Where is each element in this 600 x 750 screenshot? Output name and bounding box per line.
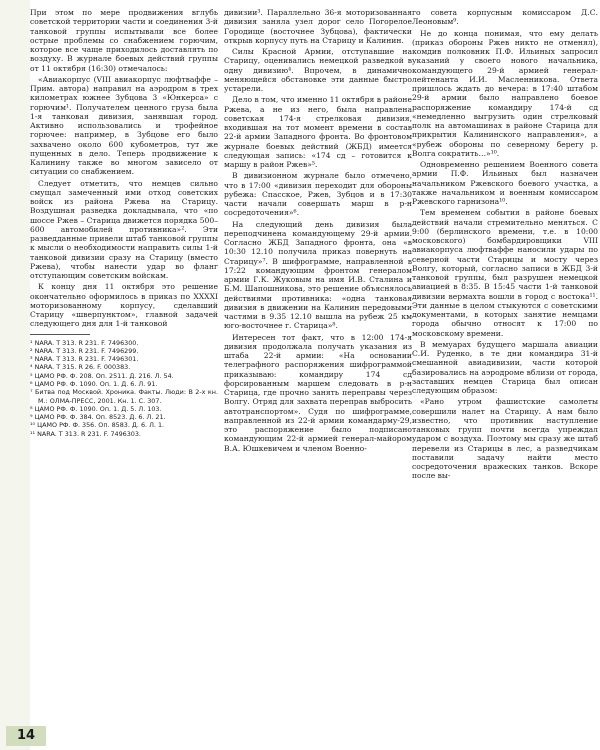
paragraph: го совета корпусным комиссаром Д.С. Леоновым⁹. xyxy=(412,8,598,27)
paragraph: дивизии³. Параллельно 36-я моторизованная дивизия заняла узел дорог село Погорелое Городище (восточнее Зубцова), фактически открыв корпусу путь на Старицу и Калинин. xyxy=(224,8,412,45)
footnote: ⁹ ЦАМО РФ. Ф. 384. Оп. 8523. Д. 6. Л. 21. xyxy=(30,413,166,422)
footnote: ³ NARA. T 313. R 231. F. 7496301. xyxy=(30,355,139,364)
footnote-divider xyxy=(30,334,90,335)
paragraph: Одновременно решением Военного совета армии П.Ф. Ильиных был назначен начальником Ржевского боевого участка, а также начальником и военным комиссаром Ржевского гарнизона¹⁰. xyxy=(412,160,598,206)
footnote: ¹⁰ ЦАМО РФ. Ф. 356. Оп. 8583. Д. 6. Л. 1. xyxy=(30,421,165,430)
paragraph: Силы Красной Армии, отступавшие на Старицу, оценивались немецкой разведкой в одну дивизию⁴. Впрочем, в динамично меняющейся обстановке эти данные быстро устарели. xyxy=(224,47,412,93)
footnote: ⁵ ЦАМО РФ. Ф. 208. Оп. 2511. Д. 216. Л. 54. xyxy=(30,371,174,380)
footnote: ⁸ ЦАМО РФ. Ф. 1090. Оп. 1. Д. 5. Л. 103. xyxy=(30,404,162,413)
paragraph: «Авиакорпус (VIII авиакорпус люфтваффе – Прим. автора) направил на аэродром в трех километрах южнее Зубцова 3 «Юнкерса» с горючим¹. Получателем ценного груза была 1-я танковая дивизия, занявшая город. Активно использовались и трофейное горючее: например, в Зубцове его было захвачено около 600 кубометров, тут же пущенных в дело. Теперь продвижение к Калинину также во многом зависело от ситуации со снабжением. xyxy=(30,74,218,177)
paragraph: Тем временем события в районе боевых действий начали стремительно меняться. С 9:00 (берлинского времени, т.е. в 10:00 московского) бомбардировщики VIII авиакорпуса люфтваффе наносили удары по северной части Старицы и мосту через Волгу, который, согласно записи в ЖБД 3-й танковой группы, был разрушен немецкой авиацией в 8:35. В 15:45 части 1-й танковой дивизии вермахта вошли в город с востока¹¹. Эти данные в целом стыкуются с советскими документами, в которых занятие немцами города обычно относят к 17:00 по московскому времени. xyxy=(412,208,598,338)
text-column-3 xyxy=(412,8,598,726)
text-column-2 xyxy=(224,8,412,726)
paragraph: Следует отметить, что немцев сильно смущал замеченный ими отход советских войск из района Ржева на Старицу. Воздушная разведка докладывала, что «по шоссе Ржев – Старица движется порядка 500–600 автомобилей противника»². Эти разведданные привели штаб танковой группы к мысли о необходимости направить силы 1-й танковой дивизии сразу на Старицу (вместо Ржева), чтобы нанести удар во фланг отступающим советским войскам. xyxy=(30,178,218,280)
paragraph: В дивизионном журнале было отмечено, что в 17:00 «дивизия переходит для обороны рубежа: Спасское, Ржев, Зубцов и в 17:30 части начали совершать марш в р-н сосредоточения»⁶. xyxy=(224,171,412,218)
footnote: ⁷ Битва под Москвой. Хроника. Факты. Люди: В 2-х кн. М.: ОЛМА-ПРЕСС, 2001. Кн. 1. С. 307. xyxy=(30,388,218,405)
footnote: ¹ NARA. T 313. R 231. F. 7496300. xyxy=(30,338,139,347)
paragraph: На следующий день дивизия была переподчинена командующему 29-й армии. Согласно ЖБД Западного фронта, она «в 10:30 12.10 получила приказ повернуть на Старицу»⁷. В шифрограмме, направленной в 17:22 командующим фронтом генералом армии Г.К. Жуковым на имя И.В. Сталина и Б.М. Шапошникова, это решение объяснялось действиями противника: «одна танковая дивизия в движении на Калинин передовыми частями в 9.35 12.10 вышла на рубеж 25 км юго-восточнее г. Старица»⁸. xyxy=(224,219,412,331)
paragraph: В мемуарах будущего маршала авиации С.И. Руденко, в те дни командира 31-й смешанной авиадивизии, части которой базировались на аэродроме вблизи от города, заставших немцев Старица был описан следующим образом: xyxy=(412,339,598,395)
paragraph: При этом по мере продвижения вглубь советской территории части и соединения 3-й танковой группы испытывали все более острые проблемы со снабжением горючим, которое все чаще приходилось доставлять по воздуху. В журнале боевых действий группы от 11 октября (16:30) отмечалось: xyxy=(30,8,218,73)
footnote: ⁶ ЦАМО РФ. Ф. 1090. Оп. 1. Д. 6. Л. 91. xyxy=(30,379,158,388)
text-column-1 xyxy=(30,8,218,726)
page-number: 14 xyxy=(6,726,46,746)
paragraph: К концу дня 11 октября это решение окончательно оформилось в приказ по XXXXI моторизованному корпусу, сделавший Старицу «шверпунктом», главной задачей следующего дня для 1-й танковой xyxy=(30,282,218,329)
footnote: ⁴ NARA. T 315. R 26. F. 000383. xyxy=(30,363,131,372)
paragraph: Дело в том, что именно 11 октября в районе Ржева, а не из него, была направлена советская 174-я стрелковая дивизия, входившая на тот момент времени в состав 22-й армии Западного фронта. Во фронтовом журнале боевых действий (ЖБД) имеется следующая запись: «174 сд – готовится к маршу в район Ржев»⁵. xyxy=(224,95,412,169)
paragraph: Не до конца понимая, что ему делать (приказ обороны Ржев никто не отменял), комдив полковник П.Ф. Ильиных запросил указаний у своего нового начальника, командующего 29-й армией генерал-лейтенанта И.И. Масленникова. Ответа пришлось ждать до вечера: в 17:40 штабом 29-й армии было направлено боевое распоряжение командиру 174-й сд «немедленно выгрузить один стрелковый полк на автомашинах в районе Старица для прикрытия Калининского направления», а «рубеж обороны по северному берегу р. Волга сократить…»¹⁰. xyxy=(412,28,598,158)
paragraph: Интересен тот факт, что в 12:00 174-я дивизия продолжала получать указания из штаба 22-й армии: «На основании телеграфного распоряжения шифрограммой приказываю: командиру 174 сд форсированным маршем следовать в р-н Старица, где прочно занять переправы через Волгу. Отряд для захвата переправ выбросить автотранспортом». Судя по шифрограмме, направленной из 22-й армии командарму-29, это распоряжение было подписано командующим 22-й армией генерал-майором В.А. Юшкевичем и членом Военно- xyxy=(224,332,412,453)
footnote: ¹¹ NARA. T 313. R 231. F. 7496303. xyxy=(30,429,141,438)
footnote: ² NARA. T 313. R 231. F. 7496299. xyxy=(30,346,139,355)
margin-band xyxy=(0,0,30,750)
paragraph: «Рано утром фашистские самолеты совершили налет на Старицу. А нам было известно, что противник наступление танковых групп почти всегда упреждал ударом с воздуха. Поэтому мы сразу же штаб перевели из Старицы в лес, а разведчикам поставили задачу найти место сосредоточения вражеских танков. Вскоре после вы- xyxy=(412,397,598,481)
footnotes xyxy=(30,339,218,439)
